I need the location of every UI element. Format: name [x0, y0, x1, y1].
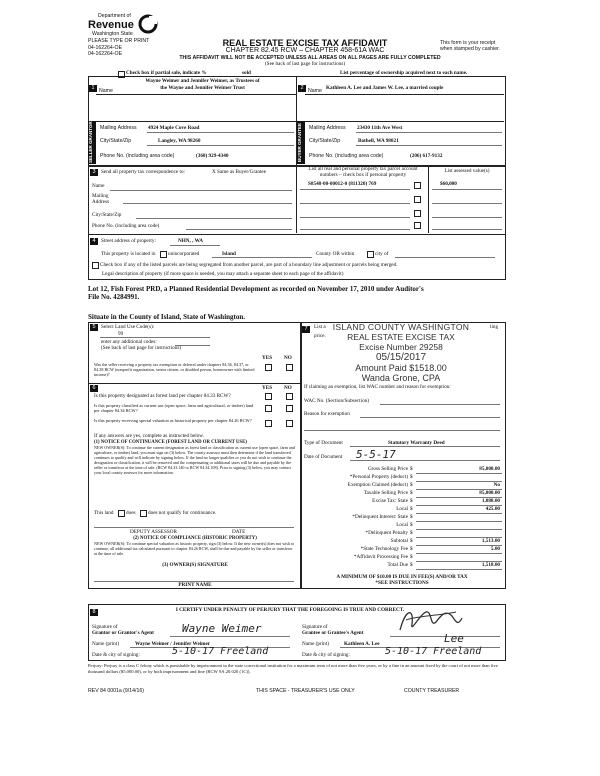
- tax-row-currency: $: [410, 482, 413, 488]
- tax-row-currency: $: [410, 474, 413, 480]
- grantor-date-label: Date & city of signing:: [92, 652, 140, 658]
- owner-signature-label: (3) OWNER(S) SIGNATURE: [162, 562, 228, 568]
- grantee-sig-label-2: Grantee or Grantee's Agent: [302, 630, 364, 636]
- tax-row-value[interactable]: 1,088.00: [481, 498, 500, 504]
- grantee-sig-label-1: Signature of: [302, 624, 328, 630]
- current-use-no-checkbox[interactable]: [286, 405, 293, 412]
- grantee-print-label: Name (print): [302, 641, 329, 647]
- additional-codes-label: enter any additional codes:: [101, 339, 157, 345]
- buyer-tab: BUYER GRANTEE: [297, 121, 305, 164]
- unincorporated-label: unincorporated: [168, 251, 200, 257]
- buyer-city[interactable]: Bothell, WA 98021: [358, 138, 399, 144]
- street-value[interactable]: NHN, , WA: [178, 238, 203, 244]
- parcel-number[interactable]: S8548-00-00012-0 (811320) 769: [308, 181, 377, 187]
- land-use-value[interactable]: 99: [118, 331, 124, 337]
- stamp-line5: Amount Paid $1518.00: [355, 363, 447, 373]
- buyer-name-label: Name: [308, 88, 322, 94]
- tax-row-label: Local: [396, 506, 408, 512]
- section-7-badge: 7: [302, 326, 310, 333]
- tax-row: [304, 562, 504, 570]
- seller-name-label: Name: [99, 88, 113, 94]
- tax-row-label: Subtotal: [390, 538, 408, 544]
- form-code-1: 04-162264-OE: [88, 45, 123, 51]
- legal-desc-line2[interactable]: File No. 4284991.: [88, 293, 140, 301]
- segregated-label: Check box if any of the listed parcels are being segregated from another parcel, are part of a boundary line adjustment or parcels being merged.: [100, 262, 398, 268]
- grantor-date-city[interactable]: 5-10-17 Freeland: [172, 646, 269, 657]
- grantor-sig-label-2: Grantor or Grantor's Agent: [92, 630, 154, 636]
- historic-title: (2) NOTICE OF COMPLIANCE (HISTORIC PROPERTY): [133, 536, 257, 541]
- buyer-city-label: City/State/Zip: [309, 138, 341, 144]
- tax-row: [304, 538, 504, 546]
- seller-city-label: City/State/Zip: [100, 138, 132, 144]
- tax-row-label: Excise Tax: State: [372, 498, 408, 504]
- seller-name-line2[interactable]: the Wayne and Jennifer Weimer Trust: [160, 85, 245, 91]
- tax-row: [304, 546, 504, 554]
- perjury-notice: Perjury: Perjury is a class C felony which is punishable by imprisonment in the state correctional institution for a maximum term of not more than five years, or by a fine in an amount fixed by the court of not more than five thousand dollars ($5,000.00), or by both imprisonment and fine (RCW 9A.20.020 (1C)).: [88, 663, 498, 674]
- tax-row-label: *Affidavit Processing Fee: [353, 554, 408, 560]
- continuance-text: NEW OWNER(S): To continue the current designation as forest land or classification as current use (open space, farm and agriculture, or timber) land, you must sign on (3) below. The county assessor must then determine if the land transferred continues to qualify and will indicate by signing below. If the land no longer qualifies or you do not wish to continue the designation or classification, it will be removed and the compensating or additional taxes will be due and payable by the seller or transferor at the time of sale. (RCW 84.33.140 or RCW 84.34.108). Prior to signing (3) below, you may contact your local county assessor for more information.: [94, 445, 295, 475]
- price-label: price.: [314, 333, 326, 339]
- form-code-2: 04-162264-OE: [88, 51, 123, 57]
- parcel-header-1: List all real and personal property tax parcel account: [308, 166, 418, 172]
- current-use-yes-checkbox[interactable]: [265, 405, 272, 412]
- form-warning: THIS AFFIDAVIT WILL NOT BE ACCEPTED UNLESS ALL AREAS ON ALL PAGES ARE FULLY COMPLETED: [179, 55, 441, 61]
- tax-row: [304, 530, 504, 538]
- tax-row: [304, 474, 504, 482]
- s3-phone-label: Phone No. (including area code): [92, 223, 160, 229]
- treasurer-space-label: THIS SPACE - TREASURER'S USE ONLY: [256, 688, 355, 694]
- tax-row-currency: $: [410, 546, 413, 552]
- city-of-label: city of: [375, 251, 389, 257]
- tax-row-label: *Delinquent Penalty: [365, 530, 408, 536]
- print-name-label: PRINT NAME: [178, 582, 212, 588]
- treasurer-excise-stamp: [326, 322, 476, 382]
- tax-row: [304, 514, 504, 522]
- tax-row-value[interactable]: 425.00: [485, 506, 500, 512]
- tax-row-currency: $: [410, 538, 413, 544]
- section-2-badge: 2: [298, 85, 306, 92]
- tax-row-value[interactable]: 85,000.00: [479, 490, 500, 496]
- current-use-question: Is this property classified as current use (open space, farm and agricultural, or timber) land per chapter 84.34 RCW?: [94, 403, 254, 414]
- county-treasurer-label: COUNTY TREASURER: [404, 688, 460, 694]
- seller-mailing[interactable]: 4924 Maple Cove Road: [148, 125, 200, 131]
- parcel-pp-checkbox-2[interactable]: [414, 196, 421, 203]
- doc-type-label: Type of Document: [304, 440, 343, 446]
- tax-row-value[interactable]: 85,000.00: [479, 466, 500, 472]
- parcel-pp-checkbox-1[interactable]: [414, 182, 421, 189]
- legal-desc-label: Legal description of property (if more space is needed, you may attach a separate sheet to each page of the affidavit): [102, 271, 344, 277]
- legal-desc-line3[interactable]: Situate in the County of Island, State of Washington.: [88, 313, 246, 321]
- land-use-label: Select Land Use Code(s):: [101, 324, 155, 330]
- tax-row-currency: $: [410, 490, 413, 496]
- grantor-print-label: Name (print): [92, 641, 119, 647]
- tax-row-currency: $: [410, 522, 413, 528]
- parcel-header-2: numbers – check box if personal property: [319, 172, 407, 178]
- tax-row-label: Total Due: [387, 562, 408, 568]
- tax-table: [304, 466, 504, 570]
- unincorporated-checkbox[interactable]: [160, 251, 167, 258]
- seller-name-line1[interactable]: Wayne Weimer and Jennifer Weimer, as Trustees of: [145, 78, 260, 84]
- doc-type-value[interactable]: Statutory Warranty Deed: [388, 440, 445, 446]
- s5-see-back: (See back of last page for instructions): [101, 345, 182, 351]
- tax-row-label: Gross Selling Price: [367, 466, 408, 472]
- segregated-checkbox[interactable]: [92, 262, 99, 269]
- tax-row-currency: $: [410, 498, 413, 504]
- please-type: PLEASE TYPE OR PRINT: [88, 38, 150, 44]
- tax-row-currency: $: [410, 466, 413, 472]
- reason-label: Reason for exemption: [304, 411, 350, 417]
- tax-row-currency: $: [410, 530, 413, 536]
- historic-question: Is this property receiving special valuation as historical property per chapter 84.26 RCW?: [94, 418, 252, 423]
- tax-row-label: *Delinquent Interest: State: [352, 514, 408, 520]
- receipt-note-2: when stamped by cashier.: [440, 46, 500, 52]
- does-checkbox[interactable]: [118, 510, 125, 517]
- parcel-pp-checkbox-4[interactable]: [414, 222, 421, 229]
- exempt-no-checkbox[interactable]: [286, 364, 293, 371]
- city-of-checkbox[interactable]: [367, 251, 374, 258]
- if-yes-note: If any answers are yes, complete as instructed below.: [94, 433, 205, 439]
- buyer-mailing[interactable]: 23430 11th Ave West: [357, 125, 403, 131]
- tax-row-label: Exemption Claimed (deduct): [347, 482, 408, 488]
- buyer-mailing-label: Mailing Address: [309, 125, 346, 131]
- tax-row-currency: $: [410, 506, 413, 512]
- exempt-question: Was the seller receiving a property tax exemption or deferral under chapters 84.36, 84.37, or 84.38 RCW (nonprofit organization, senior citizen, or disabled person, homeowner with limited income)?: [94, 362, 255, 377]
- buyer-phone-label: Phone No. (including area code): [309, 153, 384, 159]
- stamp-line6: Wanda Grone, CPA: [361, 373, 441, 383]
- section-8-badge: 8: [90, 609, 98, 616]
- grantor-signature[interactable]: Wayne Weimer: [182, 622, 262, 635]
- wac-label: WAC No. (Section/Subsection): [304, 398, 369, 404]
- seller-phone-label: Phone No. (including area code): [100, 153, 175, 159]
- this-land-label: This land: [94, 510, 114, 516]
- tax-row: [304, 554, 504, 562]
- tax-row-value[interactable]: 1,518.00: [481, 562, 500, 568]
- tax-row-currency: $: [410, 562, 413, 568]
- s3-mailing-label: Mailing Address: [92, 193, 110, 205]
- stamp-line2: REAL ESTATE EXCISE TAX: [347, 332, 455, 342]
- exempt-yes-checkbox[interactable]: [265, 364, 272, 371]
- s5-yes-header: YES: [262, 355, 273, 361]
- s6-no-header: NO: [284, 385, 292, 391]
- buyer-phone[interactable]: (206) 617-9132: [410, 153, 443, 159]
- tax-row: [304, 482, 504, 490]
- legal-desc-line1[interactable]: Lot 12, Fish Forest PRD, a Planned Residential Development as recorded on November 17, 2010 under Auditor's: [88, 285, 424, 293]
- receipt-note-1: This form is your receipt: [440, 40, 496, 46]
- certify-statement: I CERTIFY UNDER PENALTY OF PERJURY THAT THE FOREGOING IS TRUE AND CORRECT.: [175, 607, 405, 613]
- tax-row-label: *State Technology Fee: [360, 546, 408, 552]
- tax-row: [304, 506, 504, 514]
- same-as-buyer[interactable]: X Same as Buyer/Grantee: [212, 169, 267, 175]
- doc-date-value[interactable]: 5-5-17: [356, 448, 396, 461]
- historic-no-checkbox[interactable]: [286, 420, 293, 427]
- seller-tab: SELLER GRANTOR: [88, 121, 96, 164]
- section-3-badge: 3: [90, 169, 98, 176]
- deputy-assessor-label: DEPUTY ASSESSOR: [130, 529, 177, 535]
- dor-emblem-icon: [138, 14, 158, 34]
- grantor-sig-label-1: Signature of: [92, 624, 118, 630]
- tax-row-currency: $: [410, 514, 413, 520]
- form-chapter: CHAPTER 82.45 RCW – CHAPTER 458-61A WAC: [225, 47, 385, 54]
- does-not-label: does not qualify for continuance.: [148, 510, 217, 516]
- section-4-badge: 4: [90, 238, 98, 245]
- seller-city[interactable]: Langley, WA 98260: [158, 138, 201, 144]
- s3-city-label: City/State/Zip: [92, 212, 122, 218]
- grantee-print-handwritten[interactable]: Lee: [444, 632, 464, 645]
- s3-name-label: Name: [92, 183, 105, 189]
- section-1-badge: 1: [89, 85, 97, 92]
- tax-row: [304, 522, 504, 530]
- section-5-badge: 5: [90, 324, 98, 331]
- parcel-pp-checkbox-3[interactable]: [414, 210, 421, 217]
- county-or-within: County OR within: [316, 251, 355, 257]
- grantee-date-city[interactable]: 5-10-17 Freeland: [385, 646, 482, 657]
- tax-row-currency: $: [410, 554, 413, 560]
- tax-row-value[interactable]: No: [493, 482, 500, 488]
- tax-row-value[interactable]: 5.00: [490, 546, 500, 552]
- dept-line3: Washington State: [92, 31, 133, 37]
- tax-row-label: Taxable Selling Price: [363, 490, 408, 496]
- buyer-name[interactable]: Kathleen A. Lee and James W. Lee, a married couple: [326, 85, 444, 91]
- forest-no-checkbox[interactable]: [286, 393, 293, 400]
- ling-label: ling: [490, 324, 499, 330]
- stamp-line1: ISLAND COUNTY WASHINGTON: [332, 322, 470, 332]
- located-county[interactable]: Island: [222, 251, 236, 257]
- grantor-print-name[interactable]: Wayne Weimer / Jennifer Weimer: [135, 641, 211, 647]
- seller-phone[interactable]: (360) 929-4340: [196, 153, 229, 159]
- tax-row-label: *Personal Property (deduct): [349, 474, 408, 480]
- does-not-checkbox[interactable]: [140, 510, 147, 517]
- dept-line2: Revenue: [88, 19, 134, 31]
- deputy-date-label: DATE: [232, 529, 246, 535]
- partial-sale-label: Check box if partial sale, indicate %: [126, 70, 207, 76]
- forest-question: Is this property designated as forest land per chapter 84.33 RCW?: [94, 393, 231, 399]
- does-label: does: [126, 510, 136, 516]
- send-tax-label: Send all property tax correspondence to:: [101, 169, 185, 175]
- historic-text: NEW OWNER(S): To continue special valuation as historic property, sign (3) below. If the new owner(s) does not wish to continue, all additional tax calculated pursuant to chapter 84.26 RCW, shall be due and payable by the seller or transferor at the time of sale.: [94, 541, 295, 556]
- continuance-title: (1) NOTICE OF CONTINUANCE (FOREST LAND OR CURRENT USE): [94, 440, 247, 445]
- list-all-label: List a: [314, 324, 326, 330]
- see-instructions-note: *SEE INSTRUCTIONS: [375, 580, 429, 586]
- claiming-exemption-label: If claiming an exemption, list WAC number and reason for exemption:: [304, 384, 451, 390]
- grantee-date-label: Date & city of signing:: [302, 652, 350, 658]
- stamp-line3: Excise Number 29258: [359, 342, 443, 352]
- tax-row-label: Local: [396, 522, 408, 528]
- seller-mailing-label: Mailing Address: [100, 125, 137, 131]
- street-label: Street address of property:: [101, 238, 156, 244]
- dept-line1: Department of: [98, 13, 131, 19]
- forest-yes-checkbox[interactable]: [265, 393, 272, 400]
- section-6-badge: 6: [90, 385, 98, 392]
- form-revision: REV 84 0001a (9/14/16): [88, 688, 144, 694]
- minimum-fee-note: A MINIMUM OF $10.00 IS DUE IN FEE(S) AND/OR TAX: [336, 574, 468, 580]
- see-back-note: (See back of last page for instructions): [264, 61, 346, 67]
- s5-no-header: NO: [284, 355, 292, 361]
- stamp-line4: 05/15/2017: [375, 352, 427, 363]
- grantee-print-name[interactable]: Kathleen A. Lee: [344, 641, 380, 647]
- ownership-list-label: List percentage of ownership acquired next to each name.: [340, 70, 468, 76]
- assessed-value[interactable]: $60,000: [440, 181, 457, 187]
- historic-yes-checkbox[interactable]: [265, 420, 272, 427]
- located-label: This property is located in: [101, 251, 156, 257]
- tax-row: [304, 498, 504, 506]
- doc-date-label: Date of Document: [304, 454, 343, 460]
- tax-row-value[interactable]: 1,513.00: [481, 538, 500, 544]
- sold-label: sold: [242, 70, 251, 76]
- s6-yes-header: YES: [262, 385, 273, 391]
- assessed-header: List assessed value(s): [444, 168, 490, 174]
- form-title: REAL ESTATE EXCISE TAX AFFIDAVIT: [222, 38, 388, 48]
- tax-row: [304, 490, 504, 498]
- tax-row: [304, 466, 504, 474]
- tax-row-line: [416, 569, 502, 570]
